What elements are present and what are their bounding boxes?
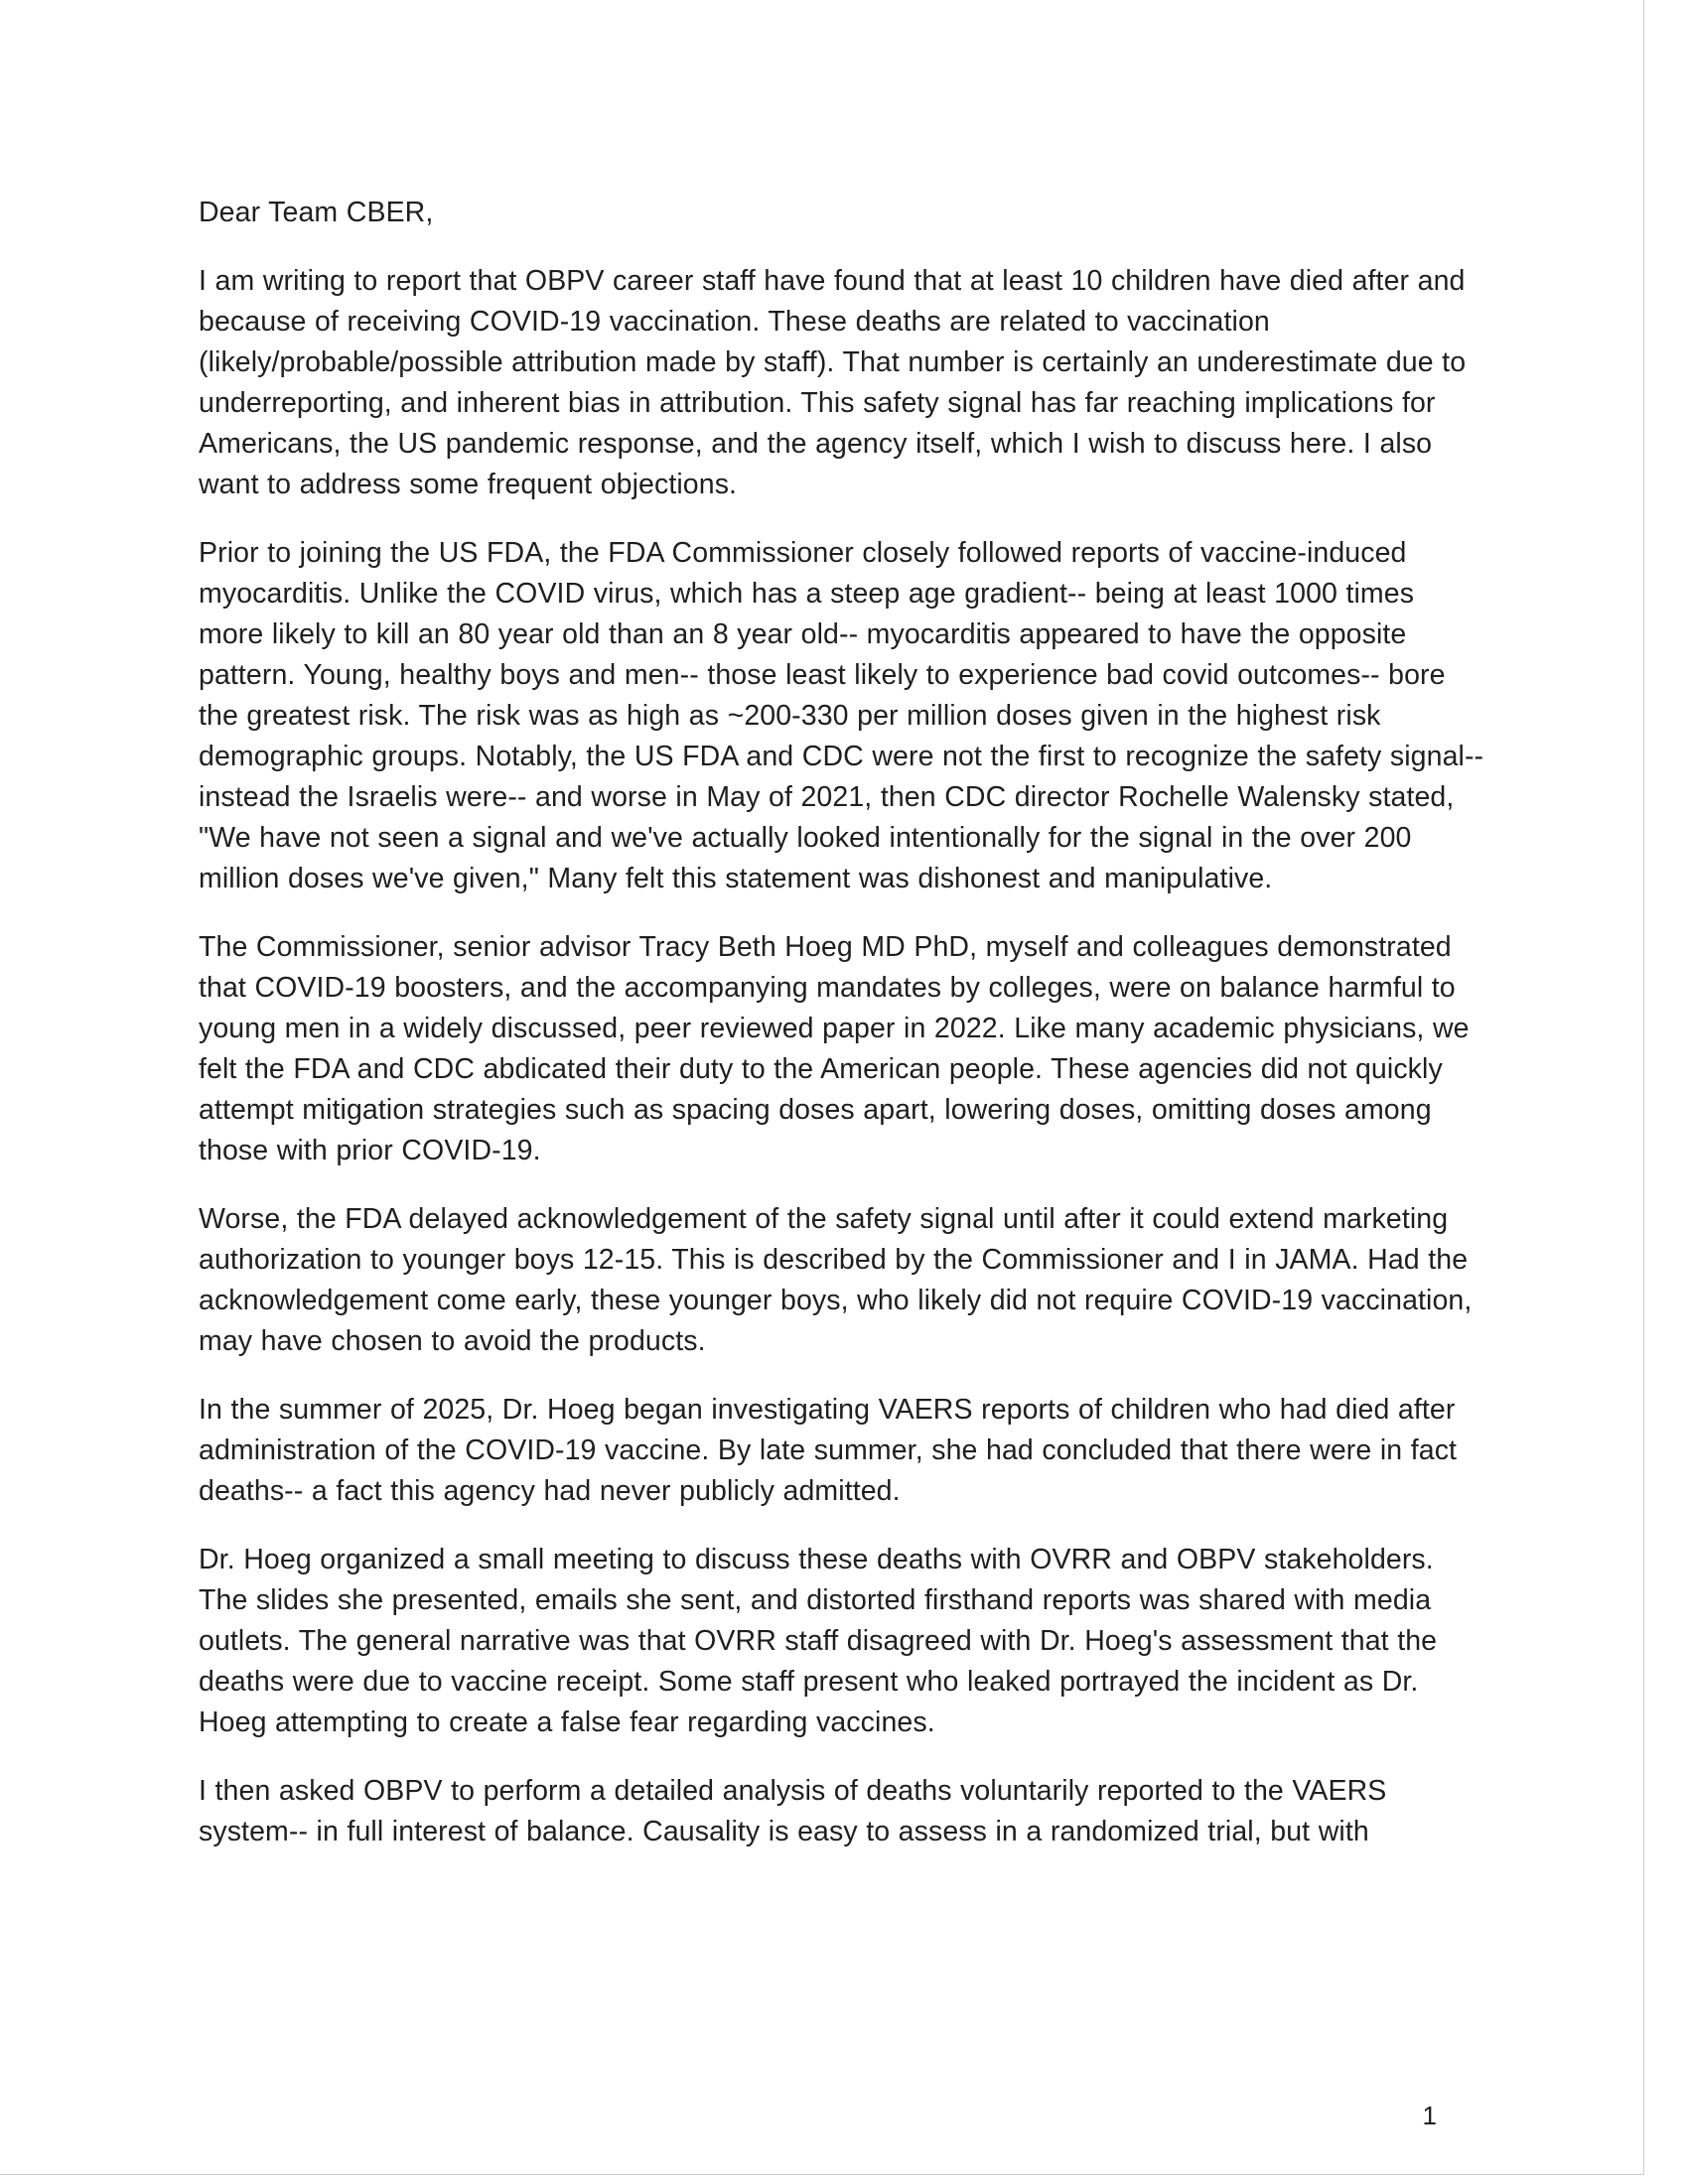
paragraph: Prior to joining the US FDA, the FDA Commissioner closely followed reports of vaccine-induced myocarditis. Unlike the COVID virus, which has a steep age gradient-- being at least 1000 times more likely to kill an 80 year old than an 8 year old-- myocarditis appeared to have the opposite pattern. Young, healthy boys and men-- those least likely to experience bad covid outcomes-- bore the greatest risk. The risk was as high as ~200-330 per million doses given in the highest risk demographic groups. Notably, the US FDA and CDC were not the first to recognize the safety signal-- instead the Israelis were-- and worse in May of 2021, then CDC director Rochelle Walensky stated, "We have not seen a signal and we've actually looked intentionally for the signal in the over 200 million doses we've given," Many felt this statement was dishonest and manipulative. <box>199 537 1484 894</box>
paragraph: The Commissioner, senior advisor Tracy Beth Hoeg MD PhD, myself and colleagues demonstrated that COVID-19 boosters, and the accompanying mandates by colleges, were on balance harmful to young men in a widely discussed, peer reviewed paper in 2022. Like many academic physicians, we felt the FDA and CDC abdicated their duty to the American people. These agencies did not quickly attempt mitigation strategies such as spacing doses apart, lowering doses, omitting doses among those with prior COVID-19. <box>199 931 1470 1166</box>
paragraph: I then asked OBPV to perform a detailed analysis of deaths voluntarily reported to the VAERS system-- in full interest of balance. Causality is easy to assess in a randomized trial, but with <box>199 1775 1387 1847</box>
page-number: 1 <box>1422 2101 1437 2130</box>
paragraph: I am writing to report that OBPV career staff have found that at least 10 children have died after and because of receiving COVID-19 vaccination. These deaths are related to vaccination (likely/probable/possible attribution made by staff). That number is certainly an underestimate due to underreporting, and inherent bias in attribution. This safety signal has far reaching implications for Americans, the US pandemic response, and the agency itself, which I wish to discuss here. I also want to address some frequent objections. <box>199 265 1467 500</box>
paragraph: Dr. Hoeg organized a small meeting to discuss these deaths with OVRR and OBPV stakeholders. The slides she presented, emails she sent, and distorted firsthand reports was shared with media outlets. The general narrative was that OVRR staff disagreed with Dr. Hoeg's assessment that the deaths were due to vaccine receipt. Some staff present who leaked portrayed the incident as Dr. Hoeg attempting to create a false fear regarding vaccines. <box>199 1544 1438 1738</box>
paragraph: Worse, the FDA delayed acknowledgement of the safety signal until after it could extend marketing authorization to younger boys 12-15. This is described by the Commissioner and I in JAMA. Had the acknowledgement come early, these younger boys, who likely did not require COVID-19 vaccination, may have chosen to avoid the products. <box>199 1203 1473 1357</box>
salutation: Dear Team CBER, <box>199 197 434 228</box>
paragraph: In the summer of 2025, Dr. Hoeg began investigating VAERS reports of children who had died after administration of the COVID-19 vaccine. By late summer, she had concluded that there were in fact deaths-- a fact this agency had never publicly admitted. <box>199 1394 1458 1507</box>
letter-body <box>199 193 1485 1880</box>
